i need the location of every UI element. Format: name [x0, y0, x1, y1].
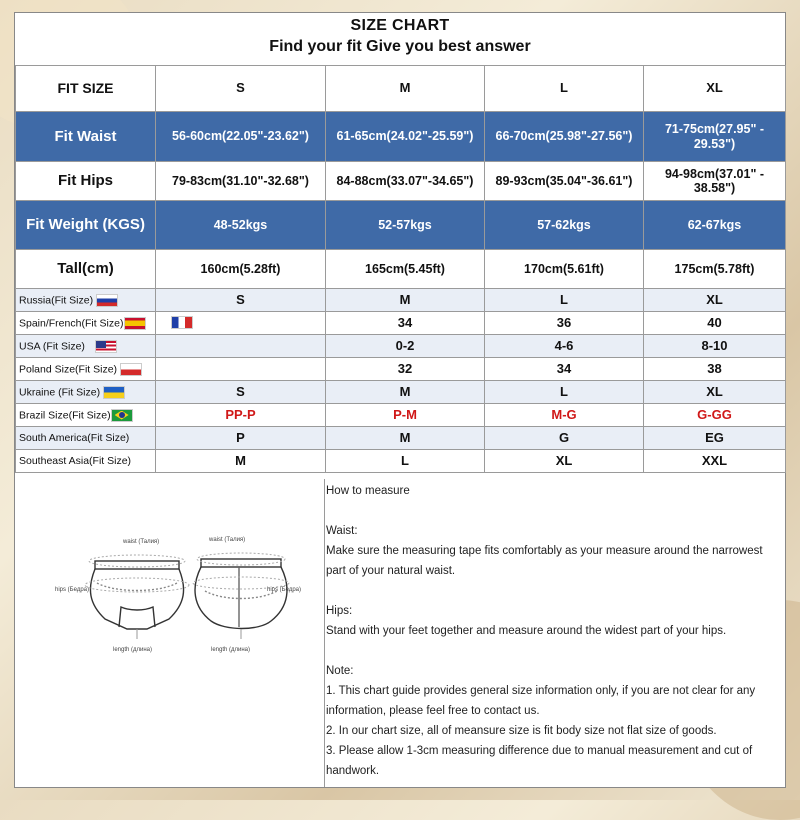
- table-cell: M: [326, 427, 485, 450]
- back-brief-illustration: [195, 559, 287, 629]
- hips-title: Hips:: [326, 605, 353, 617]
- table-cell: G: [485, 427, 644, 450]
- header-size-m: M: [326, 66, 485, 112]
- table-row-usa: [16, 335, 786, 358]
- brazil-flag-icon: [111, 409, 133, 422]
- table-cell: [156, 335, 326, 358]
- table-cell: 61-65cm(24.02"-25.59"): [326, 112, 485, 162]
- table-cell: L: [326, 450, 485, 473]
- table-cell: 8-10: [644, 335, 786, 358]
- table-cell: 48-52kgs: [156, 201, 326, 250]
- header-fit-size: FIT SIZE: [16, 66, 156, 112]
- waist-text-line: part of your natural waist.: [326, 565, 456, 577]
- waist-title: Waist:: [326, 525, 358, 537]
- hips-label: hips (Бедра): [55, 587, 89, 593]
- table-cell: 71-75cm(27.95" - 29.53"): [644, 112, 786, 162]
- usa-flag-icon: [95, 340, 117, 353]
- table-cell: [156, 358, 326, 381]
- measuring-instructions: [325, 479, 785, 787]
- table-header-row: [16, 66, 786, 112]
- table-cell: 32: [326, 358, 485, 381]
- front-brief-illustration: [90, 561, 183, 629]
- table-cell: S: [156, 381, 326, 404]
- table-cell: M-G: [485, 404, 644, 427]
- table-cell: 57-62kgs: [485, 201, 644, 250]
- ukraine-flag-icon: [103, 386, 125, 399]
- row-label: Fit Weight (KGS): [16, 201, 156, 250]
- country-label-text: Ukraine (Fit Size): [19, 385, 101, 398]
- length-label: length (длина): [113, 647, 153, 653]
- country-label-text: Russia(Fit Size): [19, 293, 94, 306]
- table-cell: 66-70cm(25.98"-27.56"): [485, 112, 644, 162]
- table-cell: G-GG: [644, 404, 786, 427]
- country-label: [16, 404, 156, 427]
- spain-flag-icon: [124, 317, 146, 330]
- table-cell: 34: [485, 358, 644, 381]
- row-label: Tall(cm): [16, 250, 156, 289]
- france-flag-icon: [171, 316, 193, 329]
- table-cell: 79-83cm(31.10"-32.68"): [156, 162, 326, 201]
- waist-label: waist (Талия): [123, 539, 160, 545]
- table-row-south-america: [16, 427, 786, 450]
- table-cell: 52-57kgs: [326, 201, 485, 250]
- table-cell: 36: [485, 312, 644, 335]
- table-cell: 38: [644, 358, 786, 381]
- table-row-southeast-asia: [16, 450, 786, 473]
- table-cell: 165cm(5.45ft): [326, 250, 485, 289]
- note-line: 3. Please allow 1-3cm measuring difference due to manual measurement and cut of: [326, 745, 753, 757]
- table-cell: 40: [644, 312, 786, 335]
- header-size-xl: XL: [644, 66, 786, 112]
- table-row-poland: [16, 358, 786, 381]
- table-row-spain-france: [16, 312, 786, 335]
- note-line: 1. This chart guide provides general size information only, if you are not clear for any: [326, 685, 756, 697]
- measurement-diagram: [15, 479, 325, 787]
- table-row-ukraine: [16, 381, 786, 404]
- country-label-text: Spain/French(Fit Size): [19, 316, 124, 329]
- table-cell: 84-88cm(33.07"-34.65"): [326, 162, 485, 201]
- hips-label: hips (Бедра): [267, 587, 301, 593]
- table-cell: P-M: [326, 404, 485, 427]
- waist-label: waist (Талия): [209, 537, 246, 543]
- hips-text-line: Stand with your feet together and measure around the widest part of your hips.: [326, 625, 727, 637]
- country-label: [16, 358, 156, 381]
- page-title: SIZE CHART: [350, 17, 450, 34]
- table-cell: 34: [326, 312, 485, 335]
- table-cell: 89-93cm(35.04"-36.61"): [485, 162, 644, 201]
- table-row-russia: [16, 289, 786, 312]
- underwear-diagram: [15, 479, 324, 787]
- length-label: length (длина): [211, 647, 251, 653]
- instructions-heading: How to measure: [326, 485, 410, 497]
- waist-text-line: Make sure the measuring tape fits comfortably as your measure around the narrowest: [326, 545, 763, 557]
- table-cell: M: [156, 450, 326, 473]
- country-label-text: Poland Size(Fit Size): [19, 362, 118, 375]
- row-label: Fit Waist: [16, 112, 156, 162]
- table-cell: P: [156, 427, 326, 450]
- table-cell: S: [156, 289, 326, 312]
- country-label: [16, 289, 156, 312]
- table-cell: XL: [644, 381, 786, 404]
- note-line: 2. In our chart size, all of meansure size is fit body size not flat size of goods.: [326, 725, 717, 737]
- table-cell: 160cm(5.28ft): [156, 250, 326, 289]
- row-label: Fit Hips: [16, 162, 156, 201]
- country-label: [16, 381, 156, 404]
- table-cell: XXL: [644, 450, 786, 473]
- chart-header: [15, 13, 785, 66]
- country-label: South America(Fit Size): [16, 427, 156, 450]
- note-line: handwork.: [326, 765, 380, 777]
- table-row-weight: [16, 201, 786, 250]
- table-cell: 175cm(5.78ft): [644, 250, 786, 289]
- header-size-s: S: [156, 66, 326, 112]
- country-label: [16, 335, 156, 358]
- table-cell: M: [326, 381, 485, 404]
- table-row-waist: [16, 112, 786, 162]
- table-cell: 62-67kgs: [644, 201, 786, 250]
- table-row-hips: [16, 162, 786, 201]
- table-cell: XL: [644, 289, 786, 312]
- country-label-text: Brazil Size(Fit Size): [19, 408, 111, 421]
- table-cell: 0-2: [326, 335, 485, 358]
- note-line: information, please feel free to contact us.: [326, 705, 540, 717]
- country-label: Southeast Asia(Fit Size): [16, 450, 156, 473]
- note-title: Note:: [326, 665, 354, 677]
- table-cell: 4-6: [485, 335, 644, 358]
- header-size-l: L: [485, 66, 644, 112]
- country-label: [16, 312, 156, 335]
- table-cell: EG: [644, 427, 786, 450]
- page-subtitle: Find your fit Give you best answer: [269, 38, 531, 55]
- table-cell: PP-P: [156, 404, 326, 427]
- russia-flag-icon: [96, 294, 118, 307]
- table-cell: 170cm(5.61ft): [485, 250, 644, 289]
- table-row-tall: [16, 250, 786, 289]
- size-table: [15, 65, 786, 473]
- size-chart-card: [14, 12, 786, 788]
- table-cell: M: [326, 289, 485, 312]
- table-cell: XL: [485, 450, 644, 473]
- table-cell: 94-98cm(37.01" - 38.58"): [644, 162, 786, 201]
- table-row-brazil: [16, 404, 786, 427]
- poland-flag-icon: [120, 363, 142, 376]
- table-cell: L: [485, 289, 644, 312]
- country-label-text: USA (Fit Size): [19, 339, 85, 352]
- table-cell: 56-60cm(22.05"-23.62"): [156, 112, 326, 162]
- table-cell: L: [485, 381, 644, 404]
